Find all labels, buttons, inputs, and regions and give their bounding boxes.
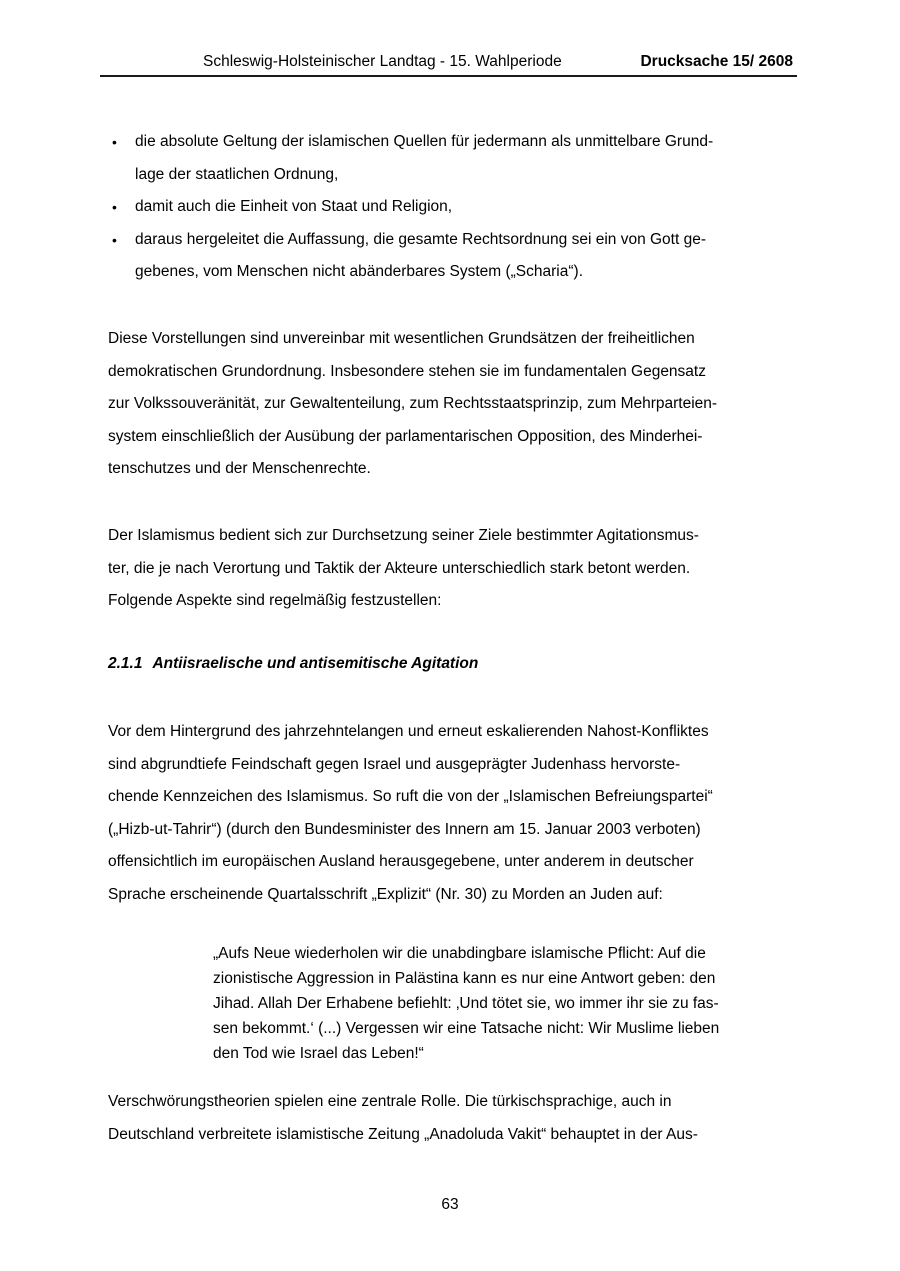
text-line: zionistische Aggression in Palästina kann es nur eine Antwort geben: den xyxy=(213,970,716,987)
bullet-text xyxy=(135,191,800,224)
bullet-list xyxy=(108,126,800,289)
bullet-text xyxy=(135,126,800,191)
text-line: lage der staatlichen Ordnung, xyxy=(135,165,339,183)
section-number: 2.1.1 xyxy=(108,655,143,672)
text-line: Deutschland verbreitete islamistische Zeitung „Anadoluda Vakit“ behauptet in der Aus- xyxy=(108,1125,698,1143)
text-line: demokratischen Grundordnung. Insbesondere stehen sie im fundamentalen Gegensatz xyxy=(108,362,706,380)
text-line: offensichtlich im europäischen Ausland herausgegebene, unter anderem in deutscher xyxy=(108,853,694,870)
text-line: Folgende Aspekte sind regelmäßig festzustellen: xyxy=(108,592,442,609)
text-line: Sprache erscheinende Quartalsschrift „Explizit“ (Nr. 30) zu Morden an Juden auf: xyxy=(108,885,663,903)
header-document-number: Drucksache 15/ 2608 xyxy=(640,53,793,70)
text-line: Vor dem Hintergrund des jahrzehntelangen und erneut eskalierenden Nahost-Konfliktes xyxy=(108,723,709,740)
paragraph xyxy=(108,520,800,618)
text-line: sind abgrundtiefe Feindschaft gegen Israel und ausgeprägter Judenhass hervorste- xyxy=(108,755,681,773)
text-line: Der Islamismus bedient sich zur Durchsetzung seiner Ziele bestimmter Agitationsmus- xyxy=(108,527,699,544)
page-number: 63 xyxy=(441,1196,459,1213)
quote-block xyxy=(213,941,813,1066)
text-line: Diese Vorstellungen sind unvereinbar mit wesentlichen Grundsätzen der freiheitlichen xyxy=(108,330,695,347)
text-line: den Tod wie Israel das Leben!“ xyxy=(213,1045,424,1062)
text-line: „Aufs Neue wiederholen wir die unabdingbare islamische Pflicht: Auf die xyxy=(213,945,706,962)
section-title: Antiisraelische und antisemitische Agitation xyxy=(152,655,479,672)
text-line: tenschutzes und der Menschenrechte. xyxy=(108,460,371,477)
bullet-icon: • xyxy=(112,134,117,150)
text-line: die absolute Geltung der islamischen Quellen für jedermann als unmittelbare Grund- xyxy=(135,133,714,150)
text-line: system einschließlich der Ausübung der parlamentarischen Opposition, des Minderhei- xyxy=(108,427,703,445)
text-line: gebenes, vom Menschen nicht abänderbares System („Scharia“). xyxy=(135,263,583,280)
text-line: Jihad. Allah Der Erhabene befiehlt: ‚Und tötet sie, wo immer ihr sie zu fas- xyxy=(213,995,719,1012)
bullet-text xyxy=(135,224,800,289)
paragraph xyxy=(108,323,800,486)
paragraph xyxy=(108,716,800,911)
section-heading xyxy=(108,655,478,673)
text-line: ter, die je nach Verortung und Taktik der Akteure unterschiedlich stark betont werden. xyxy=(108,559,691,577)
text-line: zur Volkssouveränität, zur Gewaltenteilung, zum Rechtsstaatsprinzip, zum Mehrparteien- xyxy=(108,395,718,412)
bullet-icon: • xyxy=(112,231,117,248)
paragraph xyxy=(108,1086,800,1151)
header-divider xyxy=(100,75,797,77)
bullet-icon: • xyxy=(112,199,117,215)
text-line: daraus hergeleitet die Auffassung, die gesamte Rechtsordnung sei ein von Gott ge- xyxy=(135,230,706,248)
bullet-item xyxy=(108,191,800,224)
text-line: damit auch die Einheit von Staat und Religion, xyxy=(135,198,453,215)
text-line: („Hizb-ut-Tahrir“) (durch den Bundesminister des Innern am 15. Januar 2003 verboten) xyxy=(108,820,701,838)
text-line: Verschwörungstheorien spielen eine zentrale Rolle. Die türkischsprachige, auch in xyxy=(108,1093,672,1110)
header-title: Schleswig-Holsteinischer Landtag - 15. Wahlperiode xyxy=(203,53,562,70)
text-line: chende Kennzeichen des Islamismus. So ruft die von der „Islamischen Befreiungspartei“ xyxy=(108,788,713,805)
text-line: sen bekommt.‘ (...) Vergessen wir eine Tatsache nicht: Wir Muslime lieben xyxy=(213,1020,720,1037)
bullet-item xyxy=(108,126,800,191)
bullet-item xyxy=(108,224,800,289)
